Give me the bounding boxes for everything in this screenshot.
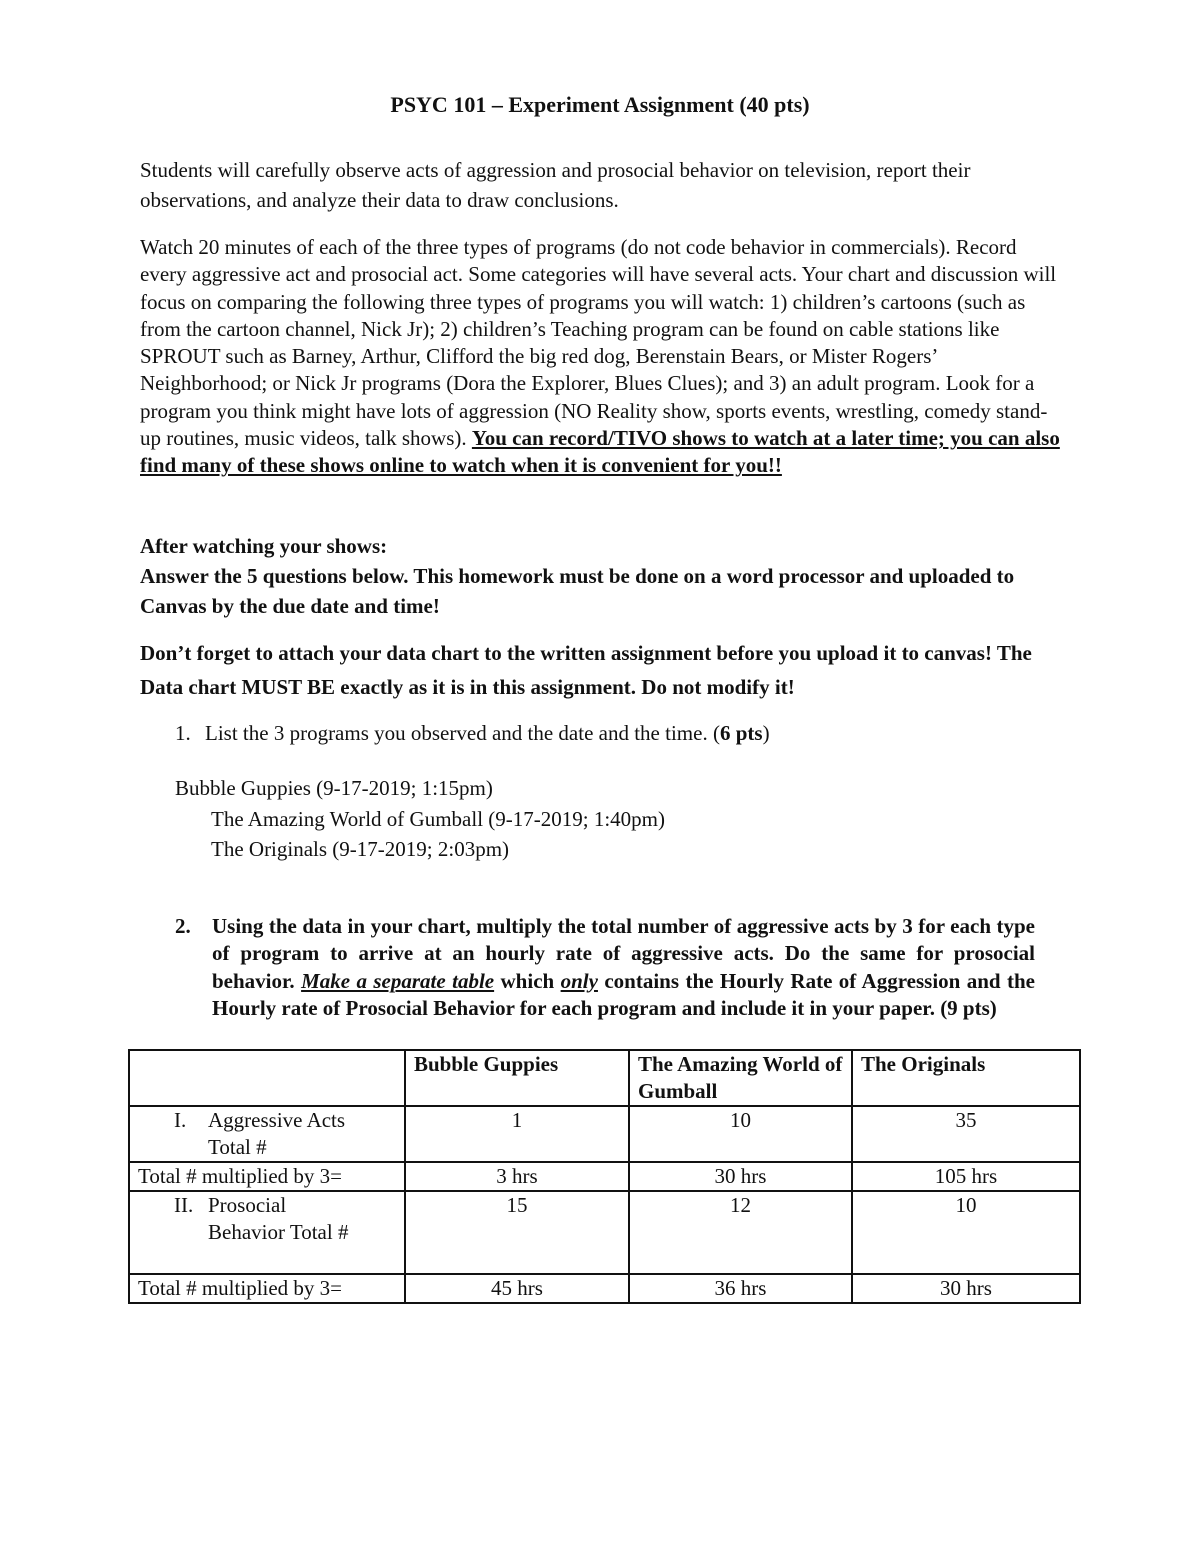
question-2-text-b: which bbox=[494, 968, 561, 993]
question-1 bbox=[175, 718, 770, 748]
question-1-close: ) bbox=[762, 721, 770, 745]
question-2-emphasis-table: Make a separate table bbox=[301, 968, 495, 993]
table-row bbox=[129, 1162, 1080, 1191]
row-label-cell bbox=[129, 1191, 405, 1274]
after-watching-heading: After watching your shows: bbox=[140, 534, 388, 558]
program-entry: The Originals (9-17-2019; 2:03pm) bbox=[211, 837, 510, 861]
program-entry: Bubble Guppies (9-17-2019; 1:15pm) bbox=[175, 776, 493, 800]
table-header-cell: The Amazing World of Gumball bbox=[629, 1050, 852, 1106]
instructions-text: Watch 20 minutes of each of the three types of programs (do not code behavior in commercials). Record every aggressive act and prosocial act. Some categories will have several acts. Your chart and discussion will focus on comparing the following three types of programs you will watch: 1) children’s cartoons (such as from the cartoon channel, Nick Jr); 2) children’s Teaching program can be found on cable stations like SPROUT such as Barney, Arthur, Clifford the big red dog, Berenstain Bears, or Mister Rogers’ Neighborhood; or Nick Jr programs (Dora the Explorer, Blues Clues); and 3) an adult program. Look for a program you think might have lots of aggression (NO Reality show, sports events, wrestling, comedy stand-up routines, music videos, talk shows). bbox=[140, 235, 1057, 451]
table-cell: 10 bbox=[629, 1106, 852, 1162]
question-2-text-a: Using the data in your chart, multiply the total number of aggressive acts by 3 for each type of program to arrive at an hourly rate of aggressive acts. Do the same for prosocial behavior. bbox=[212, 914, 1035, 993]
table-cell: 15 bbox=[405, 1191, 629, 1274]
table-cell: 10 bbox=[852, 1191, 1080, 1274]
table-cell: 3 hrs bbox=[405, 1162, 629, 1191]
question-2-emphasis-only: only bbox=[560, 968, 598, 993]
question-1-points: 6 pts bbox=[719, 721, 763, 745]
question-2-text-c: contains the Hourly Rate of Aggression and the Hourly rate of Prosocial Behavior for each program and include it in your paper. (9 pts) bbox=[212, 968, 1035, 1020]
question-2-text bbox=[212, 913, 1035, 1022]
table-header-cell bbox=[129, 1050, 405, 1106]
table-cell: 35 bbox=[852, 1106, 1080, 1162]
table-cell: 36 hrs bbox=[629, 1274, 852, 1303]
table-row bbox=[129, 1106, 1080, 1162]
page-title: PSYC 101 – Experiment Assignment (40 pts) bbox=[390, 92, 810, 117]
question-2 bbox=[175, 913, 1035, 1022]
question-2-number: 2. bbox=[175, 914, 191, 938]
table-row bbox=[129, 1191, 1080, 1274]
instructions-paragraph bbox=[140, 234, 1060, 480]
table-row bbox=[129, 1274, 1080, 1303]
row-label: Total # multiplied by 3= bbox=[129, 1162, 405, 1191]
row-label: Aggressive Acts Total # bbox=[208, 1108, 346, 1159]
table-header-cell: The Originals bbox=[852, 1050, 1080, 1106]
table-cell: 45 hrs bbox=[405, 1274, 629, 1303]
table-cell: 12 bbox=[629, 1191, 852, 1274]
data-chart-reminder: Don’t forget to attach your data chart to the written assignment before you upload it to canvas! The Data chart MUST BE exactly as it is in this assignment. Do not modify it! bbox=[140, 641, 1032, 699]
table-header-cell: Bubble Guppies bbox=[405, 1050, 629, 1106]
instructions-emphasis: You can record/TIVO shows to watch at a later time; you can also find many of these shows online to watch when it is convenient for you!! bbox=[140, 426, 1060, 478]
roman-numeral: II. bbox=[174, 1193, 194, 1217]
row-label-cell bbox=[129, 1106, 405, 1162]
question-1-text: List the 3 programs you observed and the date and the time. ( bbox=[205, 721, 720, 745]
after-watching-text: Answer the 5 questions below. This homework must be done on a word processor and uploaded to Canvas by the due date and time! bbox=[140, 564, 1015, 618]
row-label: Prosocial Behavior Total # bbox=[208, 1193, 349, 1244]
row-label: Total # multiplied by 3= bbox=[129, 1274, 405, 1303]
question-1-number: 1. bbox=[175, 721, 191, 745]
table-cell: 105 hrs bbox=[852, 1162, 1080, 1191]
intro-paragraph: Students will carefully observe acts of aggression and prosocial behavior on television, report their observations, and analyze their data to draw conclusions. bbox=[140, 158, 971, 212]
program-entry: The Amazing World of Gumball (9-17-2019; 1:40pm) bbox=[211, 807, 666, 831]
hourly-rate-table bbox=[128, 1049, 1081, 1304]
table-header-row bbox=[129, 1050, 1080, 1106]
after-watching-section bbox=[140, 531, 1060, 621]
table-cell: 30 hrs bbox=[629, 1162, 852, 1191]
table-cell: 1 bbox=[405, 1106, 629, 1162]
roman-numeral: I. bbox=[174, 1108, 187, 1132]
table-cell: 30 hrs bbox=[852, 1274, 1080, 1303]
